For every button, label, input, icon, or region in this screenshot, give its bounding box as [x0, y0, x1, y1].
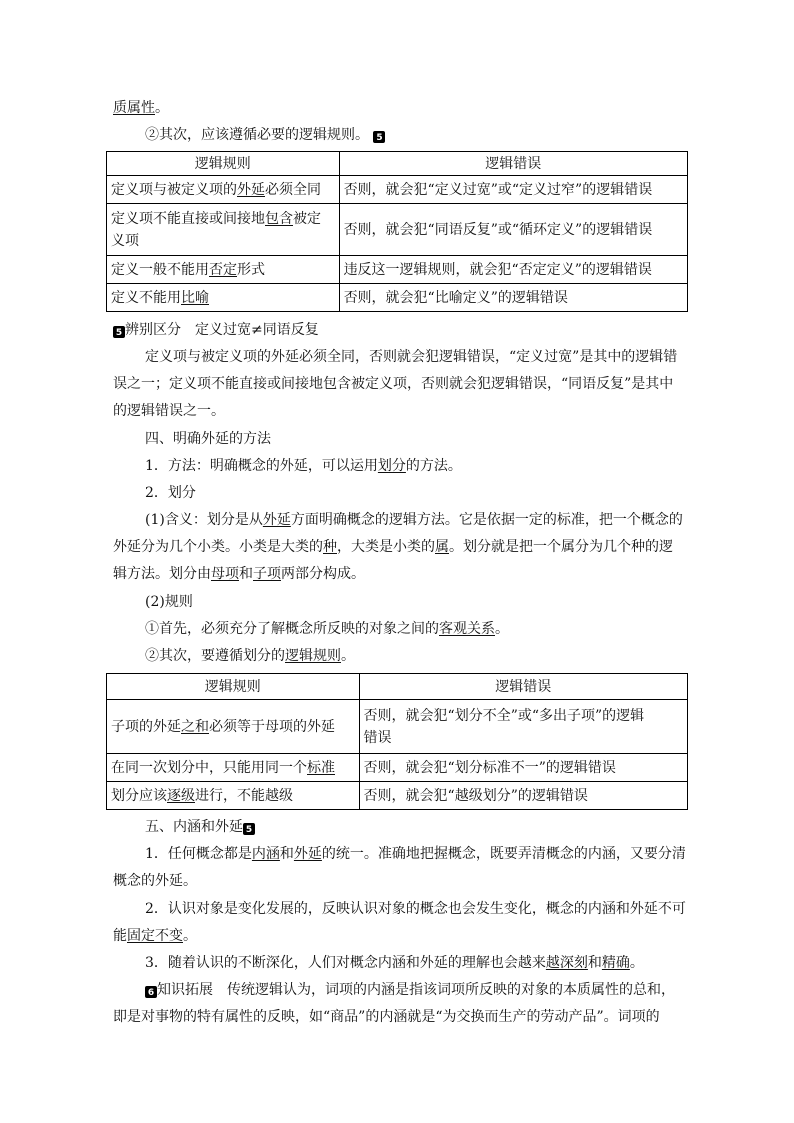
table-row: 定义不能用比喻 否则，就会犯“比喻定义”的逻辑错误	[107, 284, 688, 312]
note-knowledge-line-2: 即是对事物的特有属性的反映，如“商品”的内涵就是“为交换而生产的劳动产品”。词项的	[113, 1009, 660, 1025]
marker-icon: 5	[113, 326, 125, 338]
section-heading-5: 五、内涵和外延 5	[145, 817, 255, 837]
table-row: 子项的外延之和必须等于母项的外延 否则，就会犯“划分不全”或“多出子项”的逻辑 错误	[107, 700, 688, 754]
marker-icon: 6	[145, 986, 157, 998]
table-row: 定义项不能直接或间接地包含被定 义项 否则，就会犯“同语反复”或“循环定义”的逻辑错误	[107, 204, 688, 256]
definition-rules-table	[106, 151, 688, 312]
note-knowledge-extension: 6 知识拓展 传统逻辑认为，词项的内涵是指该词项所反映的对象的本质属性的总和，	[145, 980, 675, 1000]
section-heading-4: 四、明确外延的方法	[145, 431, 271, 447]
meaning-line-1: (1)含义：划分是从外延方面明确概念的逻辑方法。它是依据一定的标准，把一个概念的	[145, 512, 683, 528]
section5-p2: 2．认识对象是变化发展的，反映认识对象的概念也会发生变化，概念的内涵和外延不可	[145, 901, 686, 917]
section5-p2b: 能固定不变。	[113, 928, 197, 944]
meaning-line-3: 辑方法。划分由母项和子项两部分构成。	[113, 566, 365, 582]
rule-second: ②其次，要遵循划分的逻辑规则。	[145, 648, 355, 664]
intro-line-1: 质属性。	[113, 100, 169, 116]
section5-p1b: 概念的外延。	[113, 873, 197, 889]
marker-icon: 5	[243, 823, 255, 835]
rule-first: ①首先，必须充分了解概念所反映的对象之间的客观关系。	[145, 621, 509, 637]
section5-p3: 3．随着认识的不断深化，人们对概念内涵和外延的理解也会越来越深刻和精确。	[145, 955, 644, 971]
note-line: 误之一；定义项不能直接或间接地包含被定义项，否则就会犯逻辑错误，“同语反复”是其中	[113, 376, 674, 392]
header-rule: 逻辑规则	[107, 152, 340, 176]
rules-label: (2)规则	[145, 594, 193, 610]
marker-icon: 5	[373, 131, 385, 143]
header-error: 逻辑错误	[339, 152, 687, 176]
table-row: 在同一次划分中，只能用同一个标准 否则，就会犯“划分标准不一”的逻辑错误	[107, 754, 688, 782]
table-row: 定义一般不能用否定形式 违反这一逻辑规则，就会犯“否定定义”的逻辑错误	[107, 256, 688, 284]
section5-p1: 1．任何概念都是内涵和外延的统一。准确地把握概念，既要弄清概念的内涵，又要分清	[145, 846, 686, 862]
meaning-line-2: 外延分为几个小类。小类是大类的种，大类是小类的属。划分就是把一个属分为几个种的逻	[113, 539, 673, 555]
note-line: 定义项与被定义项的外延必须全同，否则就会犯逻辑错误，“定义过宽”是其中的逻辑错	[145, 349, 678, 365]
table-header-row	[107, 152, 688, 176]
header-rule: 逻辑规则	[107, 674, 360, 700]
division-rules-table	[106, 673, 688, 810]
intro-line-2: ②其次，应该遵循必要的逻辑规则。 5	[145, 125, 385, 145]
note-line: 的逻辑错误之一。	[113, 403, 225, 419]
header-error: 逻辑错误	[359, 674, 687, 700]
table-row: 划分应该逐级进行，不能越级 否则，就会犯“越级划分”的逻辑错误	[107, 782, 688, 810]
table-row: 定义项与被定义项的外延必须全同 否则，就会犯“定义过宽”或“定义过窄”的逻辑错误	[107, 176, 688, 204]
table-header-row	[107, 674, 688, 700]
note-distinguish-title: 5 辨别区分 定义过宽≠同语反复	[113, 320, 319, 340]
subheading-division: 2．划分	[145, 485, 196, 501]
method-line: 1．方法：明确概念的外延，可以运用划分的方法。	[145, 458, 462, 474]
